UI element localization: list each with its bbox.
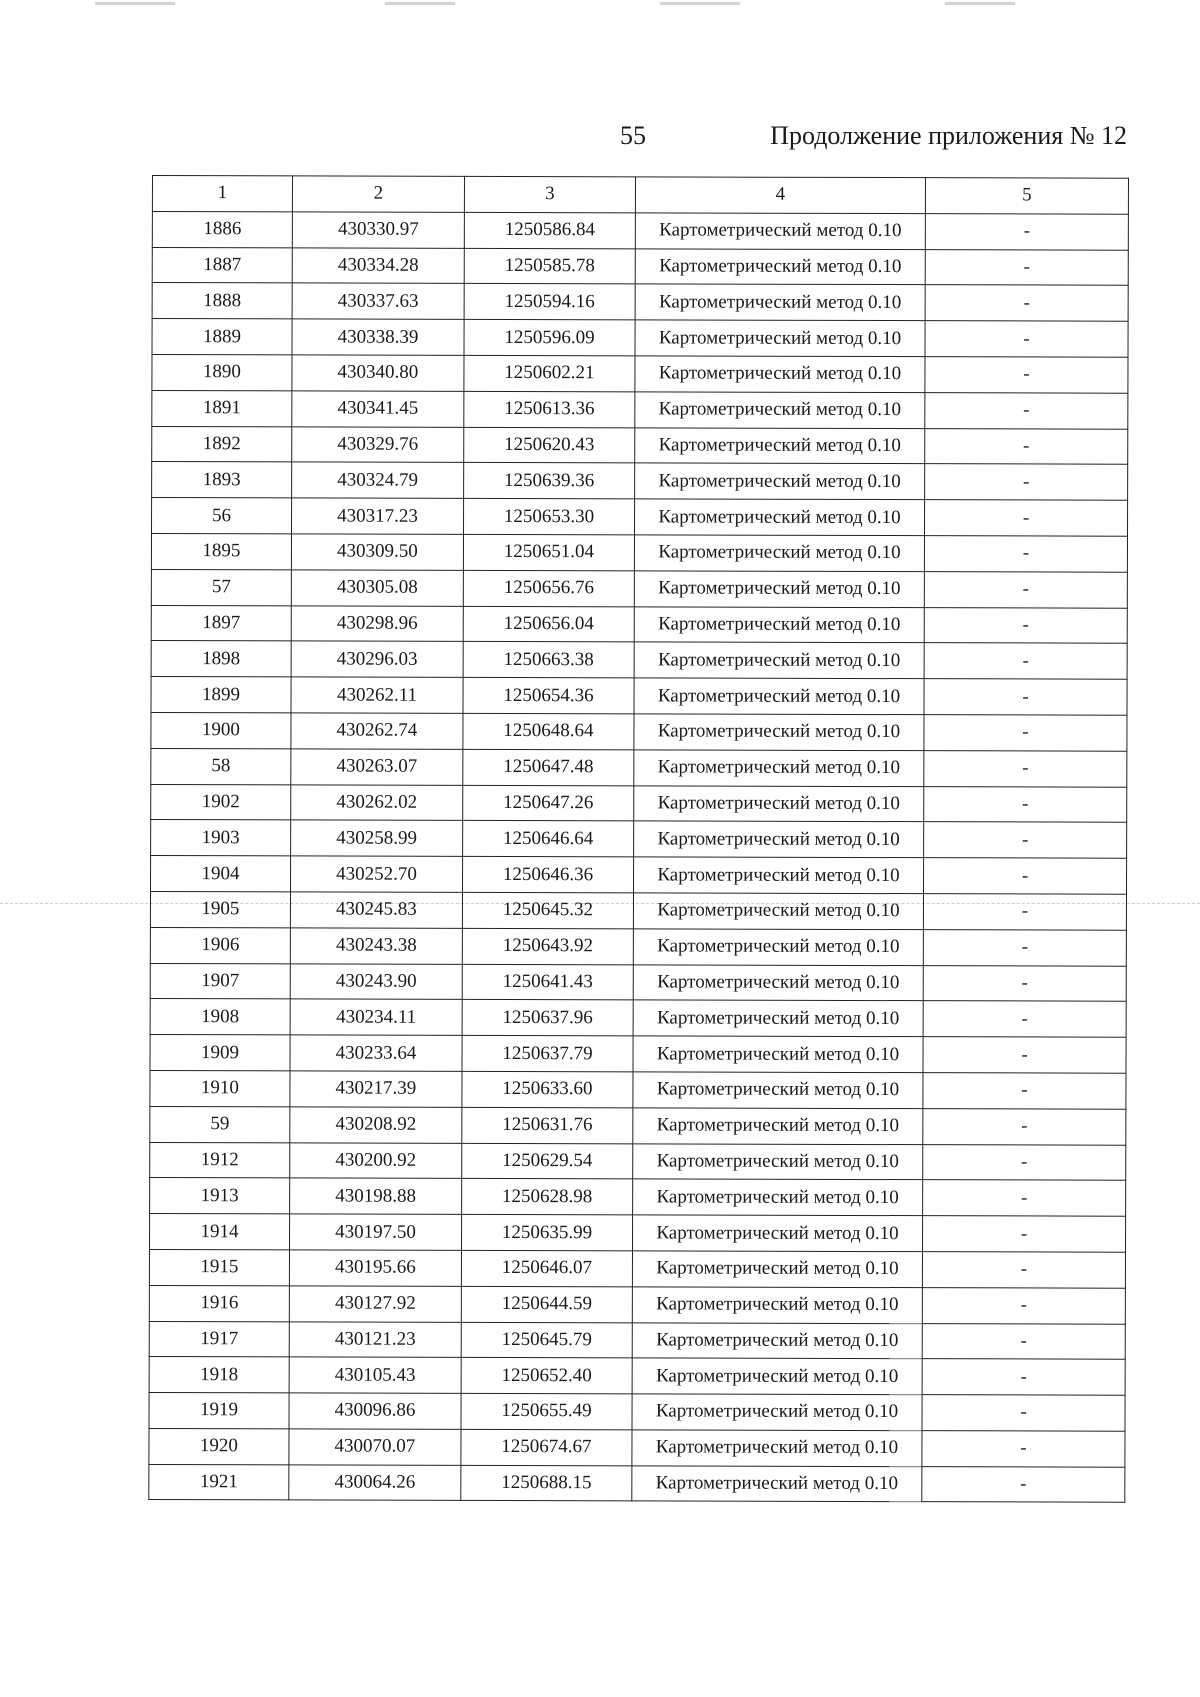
cell-y-coordinate: 1250585.78 xyxy=(464,248,635,284)
cell-point-number: 1900 xyxy=(151,712,291,748)
cell-x-coordinate: 430233.64 xyxy=(290,1035,462,1071)
cell-method: Картометрический метод 0.10 xyxy=(632,1287,922,1324)
cell-method: Картометрический метод 0.10 xyxy=(635,248,925,285)
cell-y-coordinate: 1250633.60 xyxy=(462,1071,633,1107)
cell-x-coordinate: 430298.96 xyxy=(291,605,463,641)
cell-point-number: 1886 xyxy=(152,211,292,247)
cell-x-coordinate: 430341.45 xyxy=(292,391,464,427)
cell-method: Картометрический метод 0.10 xyxy=(633,1000,923,1037)
cell-note: - xyxy=(925,249,1128,285)
cell-point-number: 1916 xyxy=(149,1285,289,1321)
cell-note: - xyxy=(922,1395,1125,1431)
table-row xyxy=(152,354,1128,393)
cell-y-coordinate: 1250656.76 xyxy=(463,570,634,606)
cell-x-coordinate: 430127.92 xyxy=(289,1286,461,1322)
cell-point-number: 59 xyxy=(150,1106,290,1142)
cell-note: - xyxy=(925,213,1128,249)
cell-note: - xyxy=(922,1359,1125,1395)
cell-method: Картометрический метод 0.10 xyxy=(633,1108,923,1145)
cell-y-coordinate: 1250647.48 xyxy=(463,749,634,785)
cell-y-coordinate: 1250648.64 xyxy=(463,713,634,749)
cell-method: Картометрический метод 0.10 xyxy=(635,356,925,393)
cell-x-coordinate: 430263.07 xyxy=(291,749,463,785)
cell-x-coordinate: 430243.38 xyxy=(290,928,462,964)
cell-y-coordinate: 1250620.43 xyxy=(464,427,635,463)
cell-x-coordinate: 430262.02 xyxy=(291,784,463,820)
cell-note: - xyxy=(923,1144,1126,1180)
cell-method: Картометрический метод 0.10 xyxy=(634,714,924,751)
cell-x-coordinate: 430309.50 xyxy=(291,534,463,570)
cell-y-coordinate: 1250646.64 xyxy=(463,821,634,857)
cell-x-coordinate: 430334.28 xyxy=(292,247,464,283)
cell-y-coordinate: 1250602.21 xyxy=(464,355,635,391)
table-row xyxy=(150,1142,1126,1181)
cell-note: - xyxy=(925,285,1128,321)
table-row xyxy=(149,1285,1125,1324)
cell-y-coordinate: 1250651.04 xyxy=(463,534,634,570)
cell-point-number: 1910 xyxy=(150,1070,290,1106)
cell-point-number: 1915 xyxy=(149,1249,289,1285)
table-row xyxy=(151,641,1127,680)
cell-note: - xyxy=(925,321,1128,357)
cell-method: Картометрический метод 0.10 xyxy=(635,463,925,500)
table-row xyxy=(151,784,1127,823)
column-header: 5 xyxy=(925,178,1128,214)
cell-point-number: 1888 xyxy=(152,283,292,319)
cell-x-coordinate: 430317.23 xyxy=(291,498,463,534)
cell-x-coordinate: 430070.07 xyxy=(289,1429,461,1465)
cell-y-coordinate: 1250628.98 xyxy=(462,1179,633,1215)
cell-point-number: 1897 xyxy=(151,605,291,641)
cell-x-coordinate: 430245.83 xyxy=(290,892,462,928)
cell-point-number: 56 xyxy=(151,498,291,534)
cell-note: - xyxy=(924,750,1127,786)
table-row xyxy=(149,1464,1125,1503)
cell-note: - xyxy=(923,929,1126,965)
cell-method: Картометрический метод 0.10 xyxy=(635,284,925,321)
table-row xyxy=(151,712,1127,751)
cell-x-coordinate: 430340.80 xyxy=(292,355,464,391)
cell-x-coordinate: 430121.23 xyxy=(289,1321,461,1357)
cell-note: - xyxy=(923,1037,1126,1073)
cell-note: - xyxy=(923,965,1126,1001)
cell-method: Картометрический метод 0.10 xyxy=(633,929,923,966)
cell-x-coordinate: 430195.66 xyxy=(289,1250,461,1286)
cell-note: - xyxy=(923,1073,1126,1109)
cell-x-coordinate: 430262.11 xyxy=(291,677,463,713)
cell-y-coordinate: 1250688.15 xyxy=(461,1465,632,1501)
cell-note: - xyxy=(922,1216,1125,1252)
cell-y-coordinate: 1250637.96 xyxy=(462,1000,633,1036)
cell-x-coordinate: 430258.99 xyxy=(291,820,463,856)
cell-method: Картометрический метод 0.10 xyxy=(632,1358,922,1395)
cell-note: - xyxy=(925,464,1128,500)
table-row xyxy=(150,891,1126,930)
cell-method: Картометрический метод 0.10 xyxy=(634,571,924,608)
coordinates-table xyxy=(148,175,1129,1503)
cell-method: Картометрический метод 0.10 xyxy=(633,857,923,894)
cell-note: - xyxy=(924,500,1127,536)
cell-x-coordinate: 430200.92 xyxy=(290,1142,462,1178)
cell-note: - xyxy=(923,858,1126,894)
cell-x-coordinate: 430064.26 xyxy=(289,1465,461,1501)
cell-y-coordinate: 1250645.79 xyxy=(461,1322,632,1358)
cell-method: Картометрический метод 0.10 xyxy=(634,535,924,572)
cell-note: - xyxy=(924,536,1127,572)
table-row xyxy=(151,569,1127,608)
cell-x-coordinate: 430234.11 xyxy=(290,999,462,1035)
cell-y-coordinate: 1250586.84 xyxy=(464,212,635,248)
cell-point-number: 1907 xyxy=(150,963,290,999)
cell-note: - xyxy=(922,1466,1125,1502)
appendix-title: Продолжение приложения № 12 xyxy=(770,121,1127,150)
cell-x-coordinate: 430198.88 xyxy=(290,1178,462,1214)
cell-note: - xyxy=(924,715,1127,751)
table-row xyxy=(150,927,1126,966)
cell-note: - xyxy=(924,679,1127,715)
cell-method: Картометрический метод 0.10 xyxy=(635,320,925,357)
cell-note: - xyxy=(923,1108,1126,1144)
table-row xyxy=(152,283,1128,322)
scan-edge-mark xyxy=(660,2,740,5)
scan-edge-marks xyxy=(0,0,1200,10)
cell-point-number: 1899 xyxy=(151,677,291,713)
cell-y-coordinate: 1250674.67 xyxy=(461,1429,632,1465)
cell-note: - xyxy=(925,357,1128,393)
cell-y-coordinate: 1250596.09 xyxy=(464,320,635,356)
cell-y-coordinate: 1250594.16 xyxy=(464,284,635,320)
scan-edge-mark xyxy=(945,2,1015,5)
cell-note: - xyxy=(925,392,1128,428)
cell-point-number: 1891 xyxy=(152,390,292,426)
column-header: 1 xyxy=(152,176,292,212)
cell-note: - xyxy=(922,1252,1125,1288)
cell-method: Картометрический метод 0.10 xyxy=(633,893,923,930)
cell-note: - xyxy=(922,1431,1125,1467)
cell-note: - xyxy=(924,571,1127,607)
cell-y-coordinate: 1250639.36 xyxy=(464,463,635,499)
table-row xyxy=(150,1035,1126,1074)
cell-method: Картометрический метод 0.10 xyxy=(634,499,924,536)
cell-point-number: 1887 xyxy=(152,247,292,283)
cell-point-number: 1914 xyxy=(149,1214,289,1250)
cell-y-coordinate: 1250654.36 xyxy=(463,678,634,714)
cell-method: Картометрический метод 0.10 xyxy=(635,392,925,429)
cell-point-number: 1898 xyxy=(151,641,291,677)
cell-method: Картометрический метод 0.10 xyxy=(633,1143,923,1180)
cell-x-coordinate: 430096.86 xyxy=(289,1393,461,1429)
cell-point-number: 1912 xyxy=(150,1142,290,1178)
page-number: 55 xyxy=(620,121,646,150)
cell-method: Картометрический метод 0.10 xyxy=(632,1430,922,1467)
table-header xyxy=(152,176,1128,215)
cell-x-coordinate: 430262.74 xyxy=(291,713,463,749)
table-row xyxy=(152,211,1128,250)
cell-method: Картометрический метод 0.10 xyxy=(632,1394,922,1431)
cell-method: Картометрический метод 0.10 xyxy=(633,1072,923,1109)
cell-y-coordinate: 1250635.99 xyxy=(461,1214,632,1250)
cell-y-coordinate: 1250646.36 xyxy=(462,857,633,893)
table-row xyxy=(149,1214,1125,1253)
column-header: 3 xyxy=(464,176,635,212)
cell-note: - xyxy=(922,1287,1125,1323)
table-row xyxy=(150,856,1126,895)
cell-x-coordinate: 430338.39 xyxy=(292,319,464,355)
cell-note: - xyxy=(924,822,1127,858)
cell-point-number: 1903 xyxy=(151,820,291,856)
cell-point-number: 1902 xyxy=(151,784,291,820)
cell-method: Картометрический метод 0.10 xyxy=(634,642,924,679)
cell-x-coordinate: 430330.97 xyxy=(292,212,464,248)
cell-x-coordinate: 430324.79 xyxy=(292,462,464,498)
cell-point-number: 1895 xyxy=(151,533,291,569)
cell-x-coordinate: 430252.70 xyxy=(290,856,462,892)
cell-point-number: 1906 xyxy=(150,927,290,963)
table-row xyxy=(149,1357,1125,1396)
table-row xyxy=(152,390,1128,429)
cell-point-number: 1908 xyxy=(150,999,290,1035)
cell-y-coordinate: 1250653.30 xyxy=(463,499,634,535)
cell-point-number: 1892 xyxy=(152,426,292,462)
cell-method: Картометрический метод 0.10 xyxy=(632,1466,922,1503)
table-row xyxy=(150,1106,1126,1145)
cell-x-coordinate: 430329.76 xyxy=(292,426,464,462)
cell-method: Картометрический метод 0.10 xyxy=(632,1322,922,1359)
cell-method: Картометрический метод 0.10 xyxy=(632,1215,922,1252)
cell-y-coordinate: 1250663.38 xyxy=(463,642,634,678)
cell-note: - xyxy=(924,643,1127,679)
table-row xyxy=(149,1428,1125,1467)
table-row xyxy=(150,1178,1126,1217)
cell-note: - xyxy=(923,1001,1126,1037)
cell-y-coordinate: 1250641.43 xyxy=(462,964,633,1000)
table-row xyxy=(152,247,1128,286)
table-row xyxy=(152,462,1128,501)
table-row xyxy=(149,1393,1125,1432)
cell-x-coordinate: 430217.39 xyxy=(290,1071,462,1107)
cell-x-coordinate: 430305.08 xyxy=(291,570,463,606)
cell-y-coordinate: 1250631.76 xyxy=(462,1107,633,1143)
cell-method: Картометрический метод 0.10 xyxy=(634,821,924,858)
cell-y-coordinate: 1250646.07 xyxy=(461,1250,632,1286)
cell-method: Картометрический метод 0.10 xyxy=(632,1251,922,1288)
table-row xyxy=(151,677,1127,716)
table-row xyxy=(151,605,1127,644)
cell-method: Картометрический метод 0.10 xyxy=(633,964,923,1001)
cell-point-number: 58 xyxy=(151,748,291,784)
cell-note: - xyxy=(923,1180,1126,1216)
cell-point-number: 57 xyxy=(151,569,291,605)
cell-y-coordinate: 1250655.49 xyxy=(461,1393,632,1429)
cell-point-number: 1905 xyxy=(150,891,290,927)
cell-note: - xyxy=(922,1323,1125,1359)
cell-y-coordinate: 1250613.36 xyxy=(464,391,635,427)
cell-point-number: 1904 xyxy=(150,856,290,892)
cell-x-coordinate: 430337.63 xyxy=(292,283,464,319)
cell-point-number: 1917 xyxy=(149,1321,289,1357)
cell-y-coordinate: 1250643.92 xyxy=(462,928,633,964)
table-row xyxy=(151,498,1127,537)
page-header xyxy=(0,118,1200,154)
cell-y-coordinate: 1250644.59 xyxy=(461,1286,632,1322)
table-row xyxy=(152,319,1128,358)
table-row xyxy=(150,963,1126,1002)
cell-note: - xyxy=(924,786,1127,822)
cell-method: Картометрический метод 0.10 xyxy=(633,1036,923,1073)
table-row xyxy=(151,748,1127,787)
cell-method: Картометрический метод 0.10 xyxy=(635,427,925,464)
cell-x-coordinate: 430208.92 xyxy=(290,1107,462,1143)
cell-x-coordinate: 430197.50 xyxy=(289,1214,461,1250)
cell-y-coordinate: 1250629.54 xyxy=(462,1143,633,1179)
cell-method: Картометрический метод 0.10 xyxy=(635,213,925,250)
cell-y-coordinate: 1250637.79 xyxy=(462,1035,633,1071)
column-header: 4 xyxy=(635,177,925,214)
cell-point-number: 1920 xyxy=(149,1428,289,1464)
cell-point-number: 1909 xyxy=(150,1035,290,1071)
cell-point-number: 1921 xyxy=(149,1464,289,1500)
table-row xyxy=(150,999,1126,1038)
table-row xyxy=(149,1249,1125,1288)
table-row xyxy=(149,1321,1125,1360)
table-row xyxy=(151,820,1127,859)
scan-edge-mark xyxy=(95,2,175,5)
cell-note: - xyxy=(923,894,1126,930)
cell-x-coordinate: 430105.43 xyxy=(289,1357,461,1393)
cell-y-coordinate: 1250645.32 xyxy=(462,892,633,928)
table-body xyxy=(149,211,1129,1502)
cell-y-coordinate: 1250647.26 xyxy=(463,785,634,821)
cell-method: Картометрический метод 0.10 xyxy=(634,678,924,715)
cell-point-number: 1893 xyxy=(152,462,292,498)
table-row xyxy=(152,426,1128,465)
cell-point-number: 1889 xyxy=(152,319,292,355)
cell-point-number: 1919 xyxy=(149,1393,289,1429)
cell-method: Картометрический метод 0.10 xyxy=(634,606,924,643)
cell-point-number: 1913 xyxy=(150,1178,290,1214)
table-row xyxy=(150,1070,1126,1109)
cell-method: Картометрический метод 0.10 xyxy=(634,785,924,822)
cell-method: Картометрический метод 0.10 xyxy=(634,750,924,787)
cell-point-number: 1918 xyxy=(149,1357,289,1393)
cell-x-coordinate: 430243.90 xyxy=(290,963,462,999)
coordinates-table-wrapper xyxy=(148,175,1128,1503)
cell-y-coordinate: 1250656.04 xyxy=(463,606,634,642)
table-header-row xyxy=(152,176,1128,215)
cell-point-number: 1890 xyxy=(152,354,292,390)
cell-method: Картометрический метод 0.10 xyxy=(633,1179,923,1216)
table-row xyxy=(151,533,1127,572)
cell-x-coordinate: 430296.03 xyxy=(291,641,463,677)
scan-edge-mark xyxy=(385,2,455,5)
column-header: 2 xyxy=(292,176,464,212)
cell-note: - xyxy=(925,428,1128,464)
cell-note: - xyxy=(924,607,1127,643)
cell-y-coordinate: 1250652.40 xyxy=(461,1358,632,1394)
